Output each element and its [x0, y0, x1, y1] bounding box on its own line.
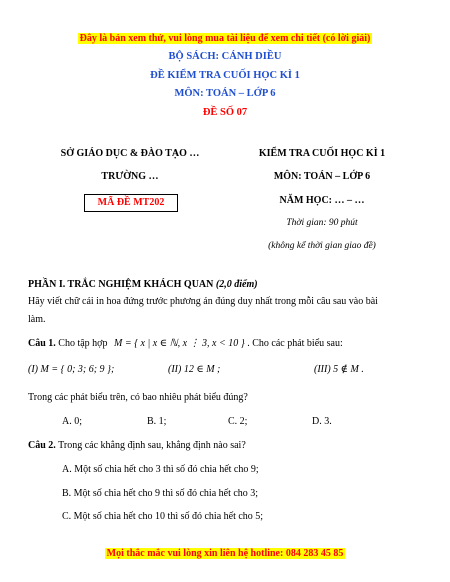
- exam-heading: KIỂM TRA CUỐI HỌC KÌ 1: [258, 148, 386, 159]
- part1-heading: [28, 278, 428, 292]
- question-1-set: M = { x | x ∈ ℕ, x ⋮ 3, x < 10 }: [113, 338, 245, 349]
- dept-name: SỞ GIÁO DỤC & ĐÀO TẠO …: [60, 148, 200, 159]
- hotline-footer: Mọi thắc mắc vui lòng xin liên hệ hotline: 084 283 45 85: [106, 548, 344, 559]
- school-year: NĂM HỌC: … – …: [279, 195, 365, 206]
- question-1-suffix: . Cho các phát biểu sau:: [247, 338, 343, 349]
- question-1-prefix: Cho tập hợp: [58, 338, 108, 349]
- statement-2: (II) 12 ∈ M ;: [168, 364, 221, 375]
- part1-instruction-line1: Hãy viết chữ cái in hoa đứng trước phương án đúng duy nhất trong mỗi câu sau vào bài: [28, 296, 378, 307]
- preview-banner: Đây là bản xem thử, vui lòng mua tài liệu để xem chi tiết (có lời giải): [79, 33, 371, 44]
- subject-title: MÔN: TOÁN – LỚP 6: [174, 88, 276, 99]
- question-2-label: Câu 2.: [28, 440, 56, 451]
- question-1-prompt: Trong các phát biểu trên, có bao nhiêu phát biểu đúng?: [28, 392, 248, 403]
- book-series: BỘ SÁCH: CÁNH DIỀU: [168, 51, 282, 62]
- duration-note: (không kể thời gian giao đề): [268, 241, 376, 251]
- school-name: TRƯỜNG …: [101, 171, 159, 182]
- question-1-stem: [28, 337, 438, 351]
- statement-3: (III) 5 ∉ M .: [314, 364, 364, 375]
- part1-title: PHẦN I. TRẮC NGHIỆM KHÁCH QUAN: [28, 279, 214, 290]
- question-2-option-c[interactable]: C. Một số chia hết cho 10 thì số đó chia hết cho 5;: [62, 511, 264, 522]
- question-1-option-a[interactable]: A. 0;: [62, 416, 82, 427]
- question-1-label: Câu 1.: [28, 338, 56, 349]
- exam-duration: Thời gian: 90 phút: [286, 218, 358, 228]
- footer-row: [0, 543, 450, 561]
- part1-points: (2,0 điểm): [215, 279, 258, 290]
- exam-code-box: MÃ ĐỀ MT202: [84, 194, 178, 212]
- exam-number: ĐỀ SỐ 07: [202, 107, 248, 118]
- question-1-option-b[interactable]: B. 1;: [147, 416, 167, 427]
- part1-instruction-line2: làm.: [28, 314, 46, 325]
- subject-heading: MÔN: TOÁN – LỚP 6: [273, 171, 371, 182]
- question-2-option-a[interactable]: A. Một số chia hết cho 3 thì số đó chia hết cho 9;: [62, 464, 259, 475]
- exam-title: ĐỀ KIỂM TRA CUỐI HỌC KÌ 1: [150, 70, 300, 81]
- question-1-option-d[interactable]: D. 3.: [312, 416, 332, 427]
- question-1-option-c[interactable]: C. 2;: [228, 416, 248, 427]
- top-banner-row: [0, 28, 450, 46]
- statement-1: (I) M = { 0; 3; 6; 9 };: [28, 364, 115, 375]
- question-2-stem: [28, 439, 246, 453]
- question-2-option-b[interactable]: B. Một số chia hết cho 9 thì số đó chia hết cho 3;: [62, 488, 259, 499]
- question-2-text: Trong các khẳng định sau, khẳng định nào sai?: [58, 440, 246, 451]
